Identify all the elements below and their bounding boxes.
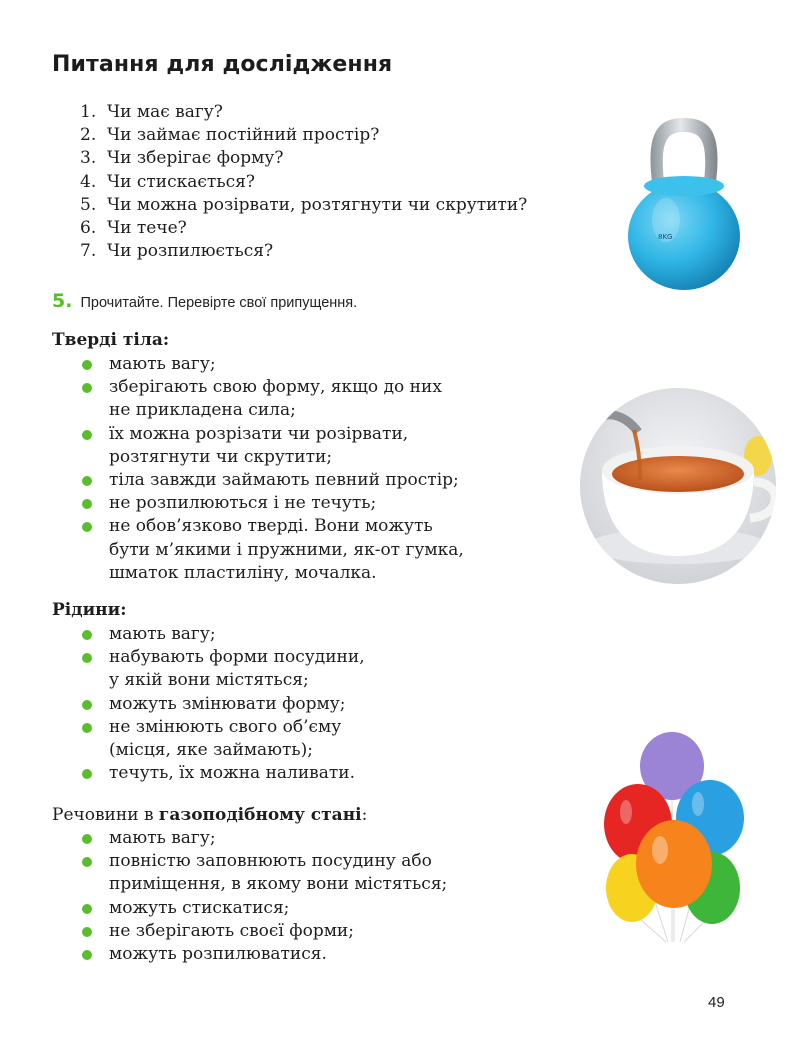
bullet-item xyxy=(80,623,365,646)
question-item xyxy=(80,124,527,147)
bullet-dot-icon xyxy=(82,927,92,937)
bullet-text: не розпилюються і не течуть; xyxy=(109,493,377,514)
question-text: Чи можна розірвати, розтягнути чи скрутити? xyxy=(107,194,528,215)
bullet-dot-icon xyxy=(82,904,92,914)
question-item xyxy=(80,101,527,124)
gases-heading-prefix: Речовини в xyxy=(52,805,159,825)
solids-heading: Тверді тіла: xyxy=(52,330,170,350)
bullet-dot-icon xyxy=(82,653,92,663)
balloons-image xyxy=(602,732,748,946)
bullet-item xyxy=(80,920,447,943)
task-instruction xyxy=(52,290,357,312)
task-number: 5. xyxy=(52,290,73,312)
question-text: Чи тече? xyxy=(107,218,187,239)
bullet-text: набувають форми посудини, у якій вони містяться; xyxy=(109,647,365,691)
bullet-dot-icon xyxy=(82,950,92,960)
bullet-item xyxy=(80,943,447,966)
bullet-dot-icon xyxy=(82,700,92,710)
bullet-text: можуть змінювати форму; xyxy=(109,693,346,714)
bullet-item xyxy=(80,423,464,469)
bullet-dot-icon xyxy=(82,499,92,509)
solids-list xyxy=(80,353,464,585)
task-text: Прочитайте. Перевірте свої припущення. xyxy=(80,295,358,311)
question-text: Чи розпилюється? xyxy=(107,241,274,262)
bullet-text: тіла завжди займають певний простір; xyxy=(109,470,459,491)
bullet-dot-icon xyxy=(82,769,92,779)
gases-heading-bold: газоподібному стані xyxy=(158,805,362,825)
bullet-text: мають вагу; xyxy=(109,624,216,644)
bullet-item xyxy=(80,693,365,716)
bullet-item xyxy=(80,376,464,422)
page-number: 49 xyxy=(708,994,725,1011)
bullet-item xyxy=(80,492,464,515)
question-item xyxy=(80,147,527,170)
bullet-item xyxy=(80,716,365,762)
question-text: Чи має вагу? xyxy=(107,102,223,122)
gases-heading-suffix: : xyxy=(361,805,368,825)
bullet-item xyxy=(80,515,464,585)
bullet-text: не змінюють свого об’єму (місця, яке займають); xyxy=(109,716,342,761)
question-text: Чи зберігає форму? xyxy=(107,148,284,169)
gases-list xyxy=(80,827,447,966)
research-questions-list xyxy=(80,101,527,263)
question-number: 3. xyxy=(80,148,97,169)
bullet-item xyxy=(80,897,447,920)
question-number: 2. xyxy=(80,125,97,146)
bullet-text: можуть стискатися; xyxy=(109,897,290,918)
bullet-item xyxy=(80,850,447,896)
question-number: 4. xyxy=(80,171,97,192)
bullet-text: не зберігають своєї форми; xyxy=(109,920,354,941)
bullet-item xyxy=(80,827,447,850)
bullet-dot-icon xyxy=(82,522,92,532)
question-text: Чи займає постійний простір? xyxy=(107,125,380,146)
bullet-item xyxy=(80,353,464,376)
bullet-dot-icon xyxy=(82,723,92,733)
question-text: Чи стискається? xyxy=(107,171,255,192)
bullet-dot-icon xyxy=(82,630,92,640)
question-item xyxy=(80,194,527,217)
bullet-text: мають вагу; xyxy=(109,828,216,848)
kettlebell-image xyxy=(618,112,750,294)
question-item xyxy=(80,217,527,240)
gases-heading xyxy=(52,805,367,825)
bullet-text: течуть, їх можна наливати. xyxy=(109,763,356,784)
tea-cup-image xyxy=(578,386,778,586)
liquids-list xyxy=(80,623,365,785)
bullet-item xyxy=(80,469,464,492)
page-title: Питання для дослідження xyxy=(52,52,393,77)
question-number: 5. xyxy=(80,194,97,215)
question-number: 7. xyxy=(80,241,97,262)
question-number: 6. xyxy=(80,218,97,239)
bullet-text: можуть розпилюватися. xyxy=(109,944,327,965)
question-item xyxy=(80,240,527,263)
bullet-dot-icon xyxy=(82,430,92,440)
bullet-text: мають вагу; xyxy=(109,354,216,374)
bullet-dot-icon xyxy=(82,857,92,867)
bullet-dot-icon xyxy=(82,360,92,370)
question-number: 1. xyxy=(80,102,97,122)
bullet-dot-icon xyxy=(82,834,92,844)
bullet-text: повністю заповнюють посудину або приміщення, в якому вони містяться; xyxy=(109,851,448,895)
bullet-dot-icon xyxy=(82,476,92,486)
kettlebell-label: 8KG xyxy=(658,233,673,241)
bullet-dot-icon xyxy=(82,383,92,393)
question-item xyxy=(80,171,527,194)
bullet-text: зберігають свою форму, якщо до них не прикладена сила; xyxy=(109,377,442,421)
bullet-item xyxy=(80,646,365,692)
bullet-text: їх можна розрізати чи розірвати, розтягнути чи скрутити; xyxy=(109,423,409,467)
liquids-heading: Рідини: xyxy=(52,600,127,620)
bullet-text: не обов’язково тверді. Вони можуть бути м’якими і пружними, як-от гумка, шматок пластиліну, мочалка. xyxy=(109,516,464,583)
bullet-item xyxy=(80,762,365,785)
